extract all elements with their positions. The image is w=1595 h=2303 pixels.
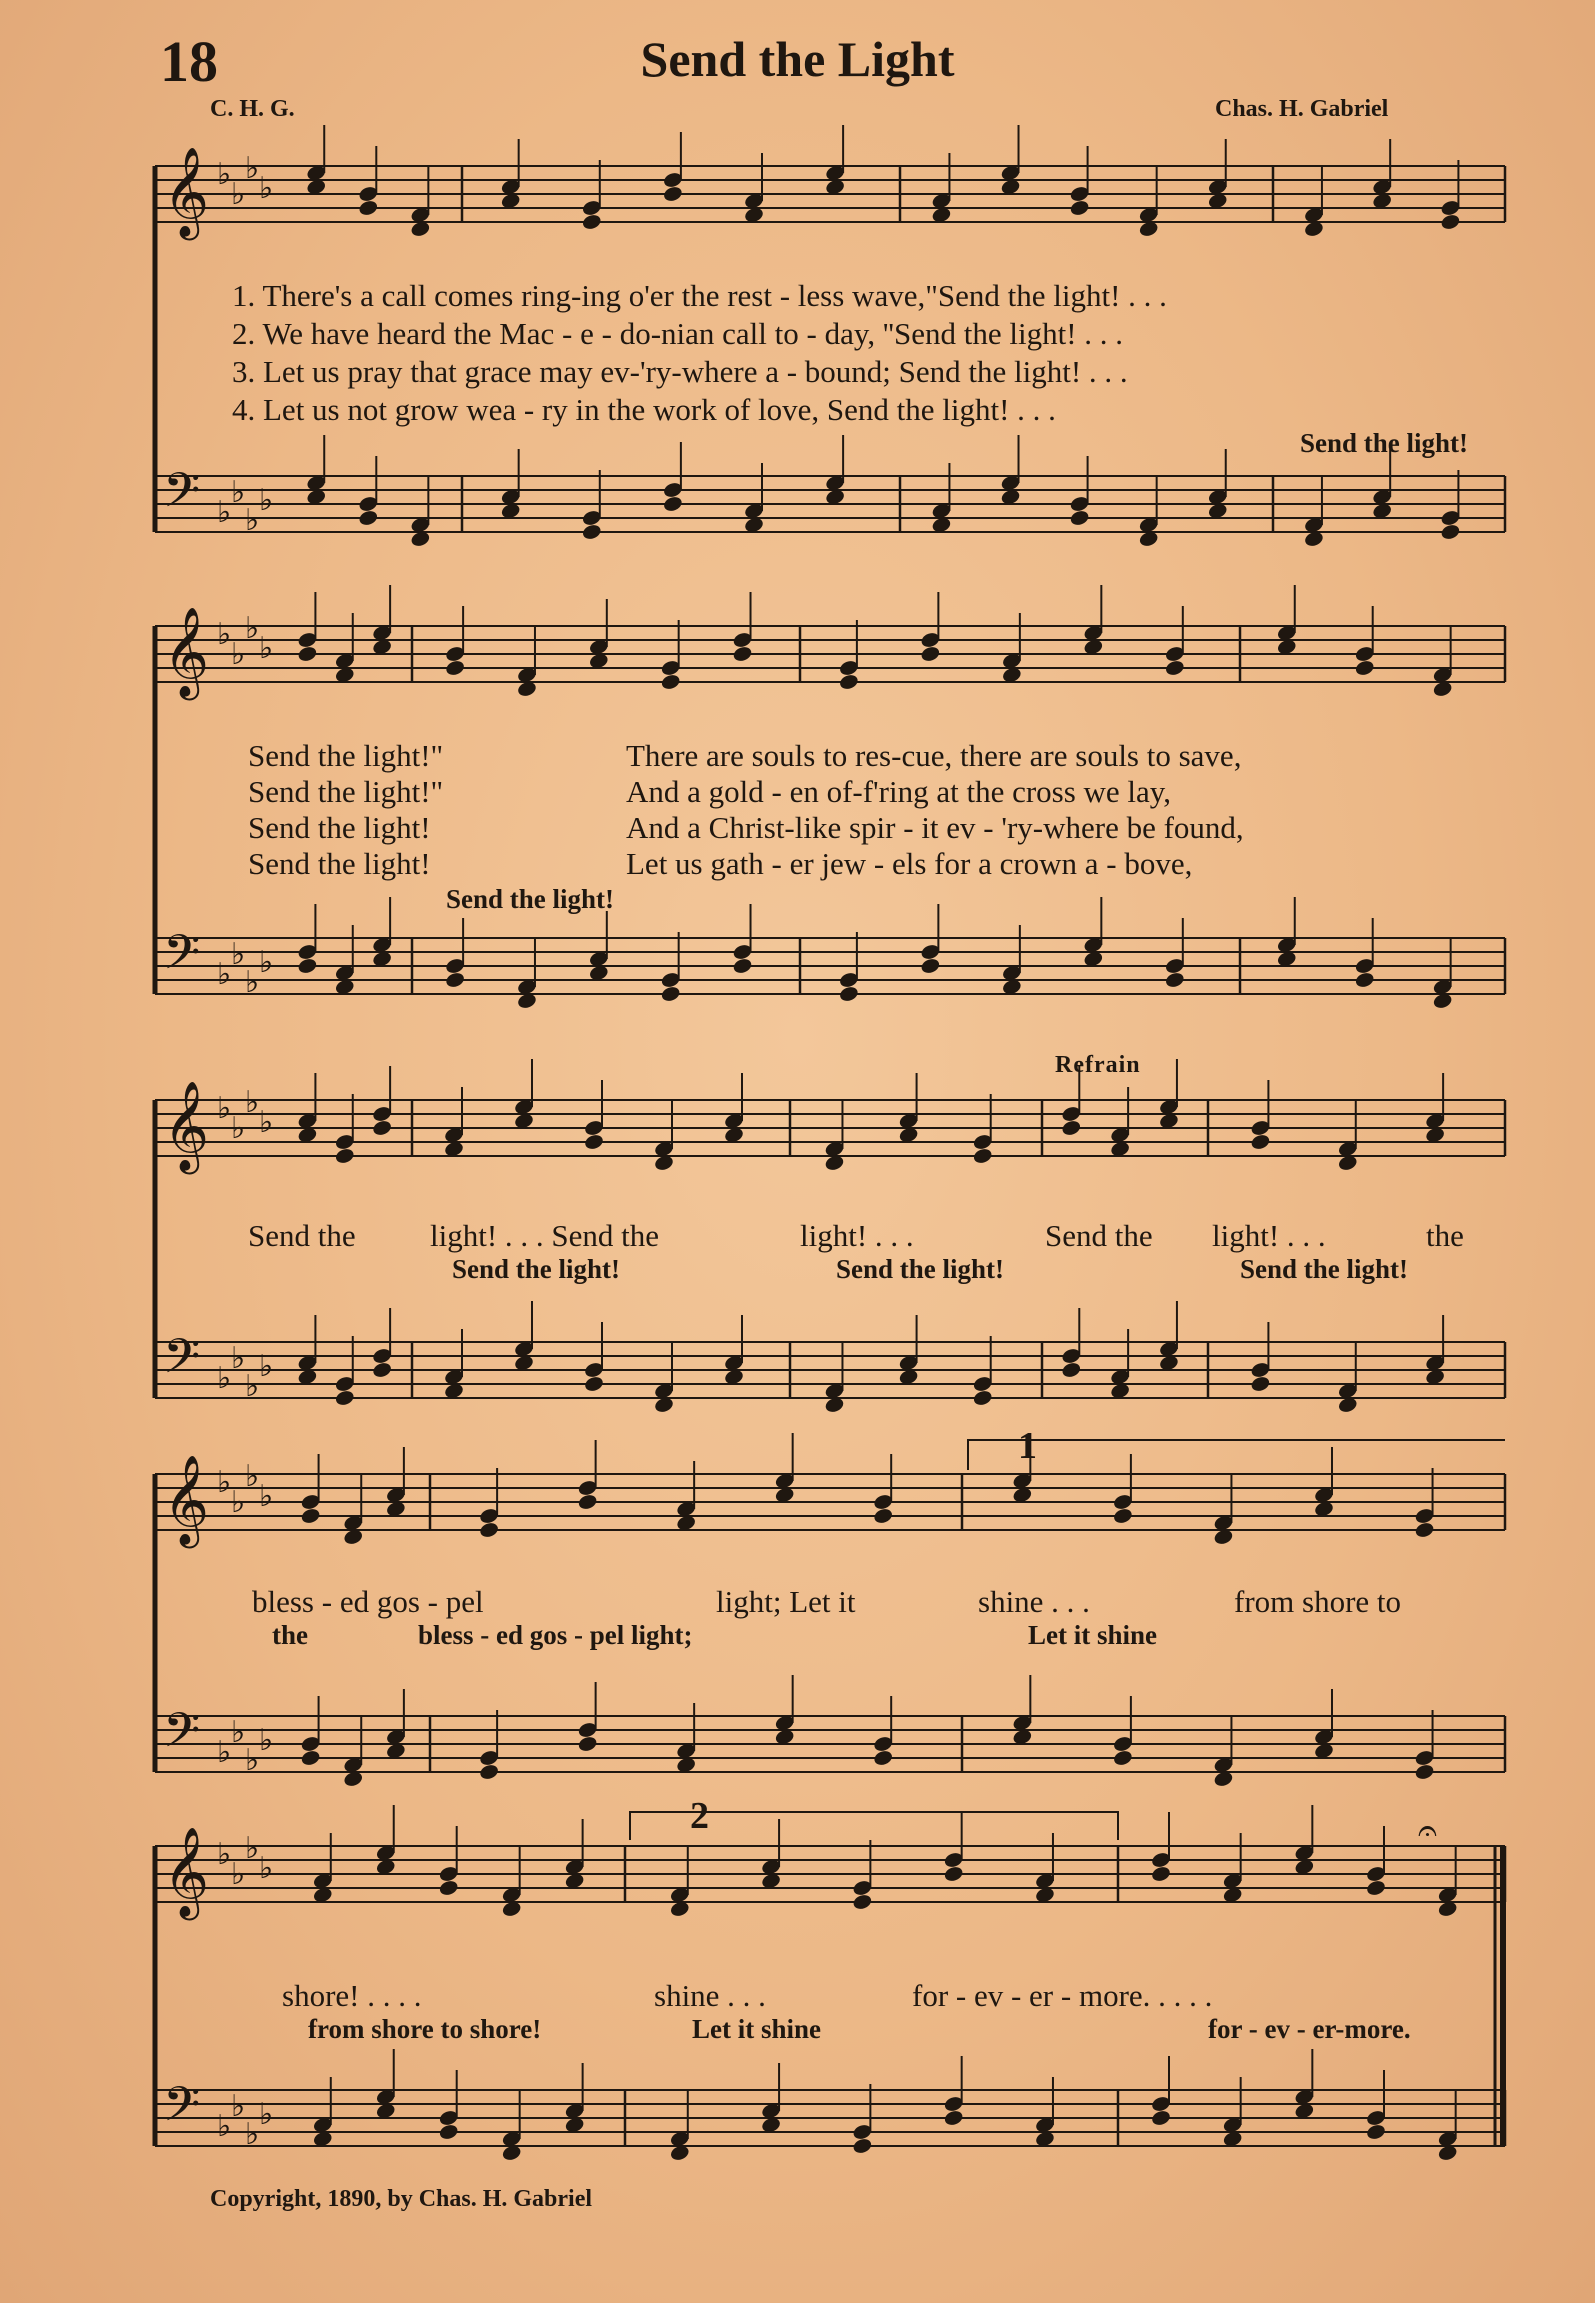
verse-line-3: Send the light! xyxy=(248,810,431,845)
bass-cue: for - ev - er-more. xyxy=(1208,2014,1411,2044)
verse-line-3: And a Christ-like spir - it ev - 'ry-where be found, xyxy=(626,810,1244,845)
flat-sign: ♭ xyxy=(217,617,232,652)
flat-sign: ♭ xyxy=(259,1851,274,1886)
lyric: light! . . . xyxy=(800,1218,914,1253)
flat-sign: ♭ xyxy=(259,945,274,980)
note-head xyxy=(1164,659,1185,677)
flat-sign: ♭ xyxy=(217,495,232,530)
bass-cue: Send the light! xyxy=(836,1254,1005,1284)
note-head xyxy=(1354,659,1375,677)
note-head xyxy=(358,199,379,217)
treble-clef: 𝄞 xyxy=(163,1827,210,1917)
note-head xyxy=(873,1749,894,1767)
note-head xyxy=(1440,523,1461,541)
bass-clef: 𝄢 xyxy=(163,1702,201,1770)
hymn-number: 18 xyxy=(160,29,218,94)
flat-sign: ♭ xyxy=(231,1857,246,1892)
lyric: light! . . . xyxy=(1212,1218,1326,1253)
note-head xyxy=(1250,1133,1271,1151)
verse-line-3: 3. Let us pray that grace may ev-'ry-where a - bound; Send the light! . . . xyxy=(232,354,1128,389)
treble-clef: 𝄞 xyxy=(163,1081,210,1171)
note-head xyxy=(1414,1763,1435,1781)
flat-sign: ♭ xyxy=(217,1465,232,1500)
flat-sign: ♭ xyxy=(231,177,246,212)
note-head xyxy=(1365,1879,1386,1897)
flat-sign: ♭ xyxy=(217,957,232,992)
flat-sign: ♭ xyxy=(231,1111,246,1146)
note-head xyxy=(838,673,859,691)
note-head xyxy=(1414,1521,1435,1539)
note-head xyxy=(334,1389,355,1407)
flat-sign: ♭ xyxy=(231,937,246,972)
bass-cue: Let it shine xyxy=(1028,1620,1158,1650)
flat-sign: ♭ xyxy=(231,475,246,510)
note-head xyxy=(581,213,602,231)
note-head xyxy=(478,1521,499,1539)
flat-sign: ♭ xyxy=(245,1369,260,1404)
note-head xyxy=(1112,1507,1133,1525)
lyric: from shore to xyxy=(1234,1584,1402,1619)
note-head xyxy=(438,1879,459,1897)
note-head xyxy=(300,1507,321,1525)
note-head xyxy=(1250,1375,1271,1393)
note-head xyxy=(583,1133,604,1151)
bass-clef: 𝄢 xyxy=(163,2076,201,2144)
note-head xyxy=(478,1763,499,1781)
lyric: shine . . . xyxy=(654,1978,766,2013)
ending-number: 1 xyxy=(1018,1425,1037,1467)
note-head xyxy=(1150,2109,1171,2127)
verse-line-4: Let us gath - er jew - els for a crown a - bove, xyxy=(626,846,1193,881)
verse-line-4: Send the light! xyxy=(248,846,431,881)
note-head xyxy=(1354,971,1375,989)
note-head xyxy=(358,509,379,527)
note-head xyxy=(444,659,465,677)
note-head xyxy=(662,185,683,203)
note-head xyxy=(1061,1361,1082,1379)
flat-sign: ♭ xyxy=(231,637,246,672)
flat-sign: ♭ xyxy=(231,1485,246,1520)
flat-sign: ♭ xyxy=(217,1361,232,1396)
flat-sign: ♭ xyxy=(245,151,260,186)
note-head xyxy=(371,1361,392,1379)
note-head xyxy=(943,1865,964,1883)
lyric: Send the xyxy=(248,1218,356,1253)
note-head xyxy=(660,985,681,1003)
note-head xyxy=(732,645,753,663)
verse-line-2: 2. We have heard the Mac - e - do-nian call to - day, ''Send the light! . . . xyxy=(232,316,1124,351)
lyric: shore! . . . . xyxy=(282,1978,422,2013)
flat-sign: ♭ xyxy=(259,1349,274,1384)
note-head xyxy=(581,523,602,541)
note-head xyxy=(1365,2123,1386,2141)
lyric: light; Let it xyxy=(716,1584,856,1619)
composer-credit: Chas. H. Gabriel xyxy=(1215,96,1389,122)
note-head xyxy=(438,2123,459,2141)
note-head xyxy=(300,1749,321,1767)
bass-cue: Send the light! xyxy=(446,884,615,914)
note-head xyxy=(972,1389,993,1407)
flat-sign: ♭ xyxy=(245,1085,260,1120)
flat-sign: ♭ xyxy=(217,1091,232,1126)
flat-sign: ♭ xyxy=(259,631,274,666)
flat-sign: ♭ xyxy=(245,611,260,646)
lyric: shine . . . xyxy=(978,1584,1090,1619)
bass-cue: Send the light! xyxy=(452,1254,621,1284)
flat-sign: ♭ xyxy=(245,1743,260,1778)
note-head xyxy=(444,971,465,989)
first-ending-bracket xyxy=(968,1440,1505,1470)
copyright-notice: Copyright, 1890, by Chas. H. Gabriel xyxy=(210,2186,593,2212)
note-head xyxy=(1440,213,1461,231)
flat-sign: ♭ xyxy=(245,965,260,1000)
flat-sign: ♭ xyxy=(259,483,274,518)
note-head xyxy=(920,957,941,975)
note-head xyxy=(852,1893,873,1911)
note-head xyxy=(371,1119,392,1137)
bass-cue: the xyxy=(272,1620,308,1650)
verse-line-1: Send the light!" xyxy=(248,738,444,773)
flat-sign: ♭ xyxy=(259,1723,274,1758)
note-head xyxy=(732,957,753,975)
bass-clef: 𝄢 xyxy=(163,1328,201,1396)
flat-sign: ♭ xyxy=(217,157,232,192)
bass-clef: 𝄢 xyxy=(163,924,201,992)
note-head xyxy=(583,1375,604,1393)
note-head xyxy=(943,2109,964,2127)
note-head xyxy=(334,1147,355,1165)
note-head xyxy=(577,1493,598,1511)
note-head xyxy=(297,645,318,663)
lyric: Send the xyxy=(1045,1218,1153,1253)
treble-clef: 𝄞 xyxy=(163,1455,210,1545)
note-head xyxy=(1061,1119,1082,1137)
note-head xyxy=(838,985,859,1003)
flat-sign: ♭ xyxy=(245,503,260,538)
note-head xyxy=(873,1507,894,1525)
note-head xyxy=(972,1147,993,1165)
note-head xyxy=(1150,1865,1171,1883)
flat-sign: ♭ xyxy=(259,1479,274,1514)
note-head xyxy=(1112,1749,1133,1767)
note-head xyxy=(660,673,681,691)
bass-cue: Let it shine xyxy=(692,2014,822,2044)
bass-clef: 𝄢 xyxy=(163,462,201,530)
verse-line-2: Send the light!" xyxy=(248,774,444,809)
note-head xyxy=(1069,509,1090,527)
flat-sign: ♭ xyxy=(245,1831,260,1866)
ending-number: 2 xyxy=(690,1795,709,1837)
verse-line-1: 1. There's a call comes ring-ing o'er the rest - less wave,"Send the light! . . . xyxy=(232,278,1167,313)
bass-cue: Send the light! xyxy=(1300,428,1469,458)
note-head xyxy=(662,495,683,513)
note-head xyxy=(577,1735,598,1753)
flat-sign: ♭ xyxy=(217,2109,232,2144)
verse-line-2: And a gold - en of-f'ring at the cross we lay, xyxy=(626,774,1172,809)
note-head xyxy=(297,957,318,975)
note-head xyxy=(852,2137,873,2155)
flat-sign: ♭ xyxy=(259,171,274,206)
hymn-title: Send the Light xyxy=(640,31,955,87)
refrain-label: Refrain xyxy=(1055,1052,1141,1078)
lyric: bless - ed gos - pel xyxy=(252,1584,484,1619)
flat-sign: ♭ xyxy=(245,1459,260,1494)
flat-sign: ♭ xyxy=(231,1715,246,1750)
note-head xyxy=(1164,971,1185,989)
treble-clef: 𝄞 xyxy=(163,147,210,237)
verse-line-4: 4. Let us not grow wea - ry in the work of love, Send the light! . . . xyxy=(232,392,1056,427)
note-head xyxy=(1069,199,1090,217)
flat-sign: ♭ xyxy=(231,2089,246,2124)
verse-line-1: There are souls to res-cue, there are souls to save, xyxy=(626,738,1242,773)
flat-sign: ♭ xyxy=(245,2117,260,2152)
treble-clef: 𝄞 xyxy=(163,607,210,697)
lyric: the xyxy=(1426,1218,1464,1253)
lyric: light! . . . Send the xyxy=(430,1218,660,1253)
bass-cue: Send the light! xyxy=(1240,1254,1409,1284)
bass-cue: bless - ed gos - pel light; xyxy=(418,1620,693,1650)
flat-sign: ♭ xyxy=(217,1735,232,1770)
bass-cue: from shore to shore! xyxy=(308,2014,542,2044)
flat-sign: ♭ xyxy=(259,1105,274,1140)
fermata: 𝄐 xyxy=(1418,1811,1437,1851)
lyric: for - ev - er - more. . . . . xyxy=(912,1978,1213,2013)
flat-sign: ♭ xyxy=(231,1341,246,1376)
note-head xyxy=(920,645,941,663)
flat-sign: ♭ xyxy=(217,1837,232,1872)
lyricist-credit: C. H. G. xyxy=(210,96,295,122)
flat-sign: ♭ xyxy=(259,2097,274,2132)
